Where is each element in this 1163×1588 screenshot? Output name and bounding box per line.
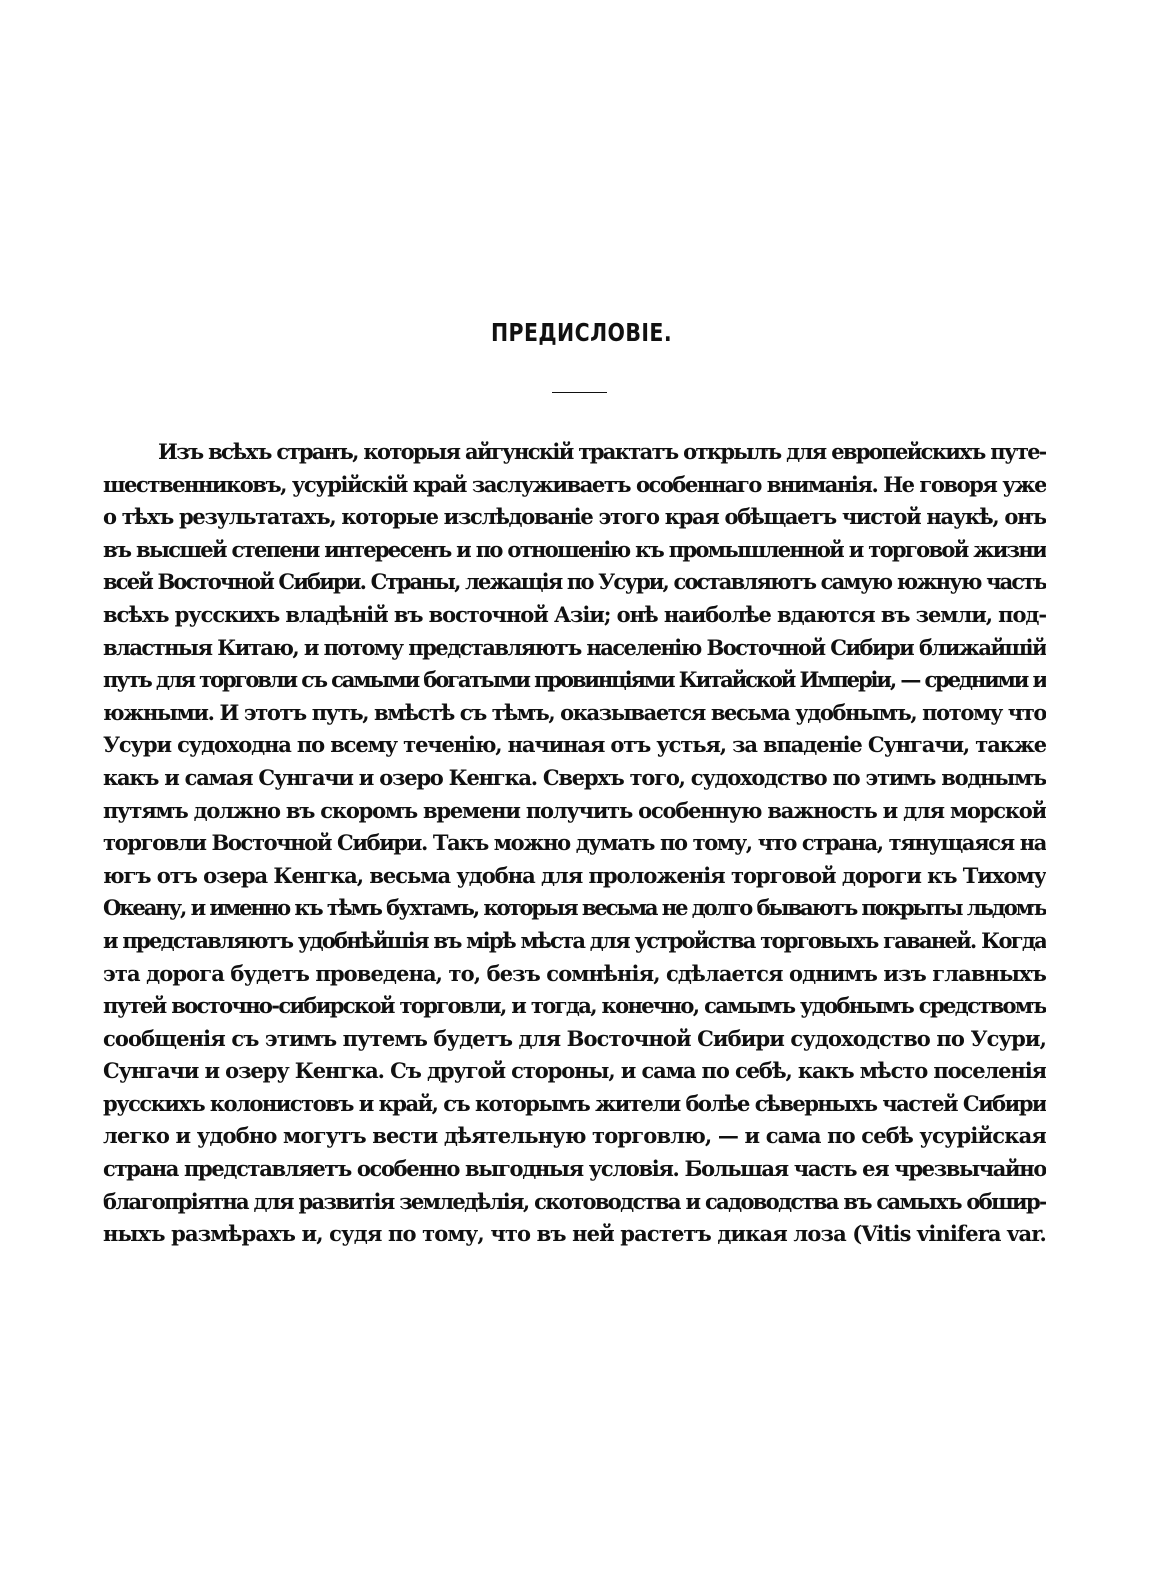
paragraph-line: торговли Восточной Сибири. Такъ можно думать по тому, что страна, тянущаяся на — [103, 830, 1046, 856]
paragraph-line: властныя Китаю, и потому представляютъ населенію Восточной Сибири ближайшій — [103, 634, 1046, 660]
paragraph-line: сообщенія съ этимъ путемъ будетъ для Восточной Сибири судоходство по Усури, — [103, 1025, 1046, 1051]
paragraph-line: Изъ всѣхъ странъ, которыя айгунскій трактатъ открылъ для европейскихъ путе- — [158, 439, 1046, 464]
paragraph-line: путей восточно-сибирской торговли, и тогда, конечно, самымъ удобнымъ средствомъ — [103, 993, 1046, 1019]
title-divider — [552, 392, 607, 393]
paragraph-line: Усури судоходна по всему теченію, начиная отъ устья, за впаденіе Сунгачи, также — [103, 732, 1046, 758]
paragraph-line: и представляютъ удобнѣйшія въ мірѣ мѣста для устройства торговыхъ гаваней. Когда — [103, 927, 1046, 953]
paragraph-line: какъ и самая Сунгачи и озеро Кенгка. Сверхъ того, судоходство по этимъ воднымъ — [103, 764, 1046, 790]
paragraph-line: путь для торговли съ самыми богатыми провинціями Китайской Имперіи, — средними и — [103, 667, 1046, 693]
paragraph-line: ныхъ размѣрахъ и, судя по тому, что въ ней растетъ дикая лоза (Vitis vinifera var. — [103, 1221, 1046, 1247]
paragraph-line: Океану, и именно къ тѣмъ бухтамъ, которыя весьма не долго бываютъ покрыты льдомъ — [103, 895, 1046, 921]
body-paragraph — [103, 436, 1046, 1251]
paragraph-line: всѣхъ русскихъ владѣній въ восточной Азіи; онѣ наиболѣе вдаются въ земли, под- — [103, 601, 1046, 627]
paragraph-line: благопріятна для развитія земледѣлія, скотоводства и садоводства въ самыхъ обшир- — [103, 1188, 1046, 1214]
paragraph-line: путямъ должно въ скоромъ времени получить особенную важность и для морской — [103, 797, 1046, 823]
paragraph-line: всей Восточной Сибири. Страны, лежащія по Усури, составляютъ самую южную часть — [103, 569, 1046, 595]
paragraph-line: эта дорога будетъ проведена, то, безъ сомнѣнія, сдѣлается однимъ изъ главныхъ — [103, 960, 1046, 986]
paragraph-line: шественниковъ, усурійскій край заслуживаетъ особеннаго вниманія. Не говоря уже — [103, 471, 1046, 497]
paragraph-line: легко и удобно могутъ вести дѣятельную торговлю, — и сама по себѣ усурійская — [103, 1123, 1046, 1149]
paragraph-line: русскихъ колонистовъ и край, съ которымъ жители болѣе сѣверныхъ частей Сибири — [103, 1090, 1046, 1116]
paragraph-line: страна представляетъ особенно выгодныя условія. Большая часть ея чрезвычайно — [103, 1156, 1046, 1182]
document-title: ПРЕДИСЛОВІЕ. — [490, 318, 673, 347]
paragraph-line: югъ отъ озера Кенгка, весьма удобна для проложенія торговой дороги къ Тихому — [103, 862, 1046, 888]
paragraph-line: Сунгачи и озеру Кенгка. Съ другой стороны, и сама по себѣ, какъ мѣсто поселенія — [103, 1058, 1046, 1084]
paragraph-line: въ высшей степени интересенъ и по отношенію къ промышленной и торговой жизни — [103, 536, 1046, 562]
paragraph-line: южными. И этотъ путь, вмѣстѣ съ тѣмъ, оказывается весьма удобнымъ, потому что — [103, 699, 1046, 725]
paragraph-line: о тѣхъ результатахъ, которые изслѣдованіе этого края обѣщаетъ чистой наукѣ, онъ — [103, 504, 1046, 530]
